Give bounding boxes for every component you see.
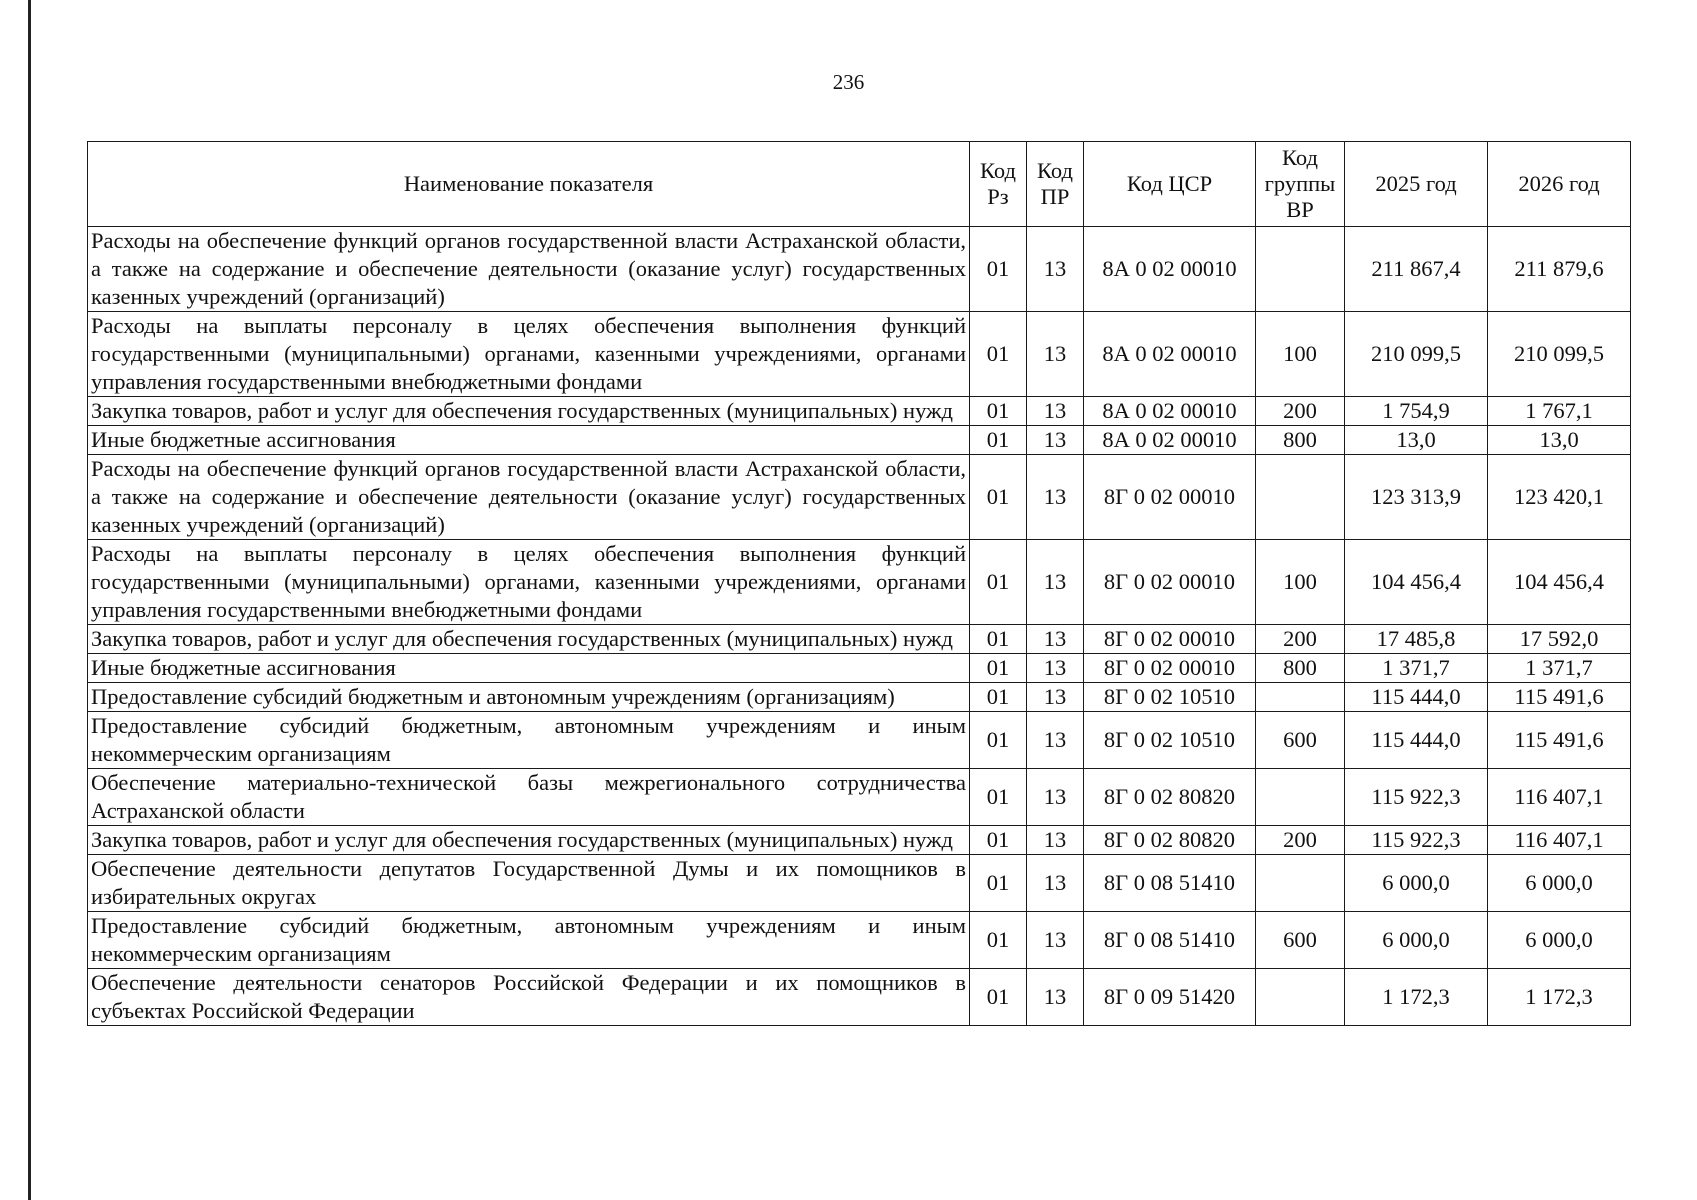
cell-rz: 01: [970, 712, 1027, 769]
cell-csr: 8Г 0 09 51420: [1084, 969, 1256, 1026]
cell-csr: 8Г 0 02 10510: [1084, 712, 1256, 769]
table-row: [88, 227, 1631, 312]
cell-2026: 1 767,1: [1488, 397, 1631, 426]
cell-rz: 01: [970, 540, 1027, 625]
cell-vr: 600: [1256, 712, 1345, 769]
cell-pr: 13: [1027, 969, 1084, 1026]
cell-2025: 1 172,3: [1345, 969, 1488, 1026]
cell-2025: 210 099,5: [1345, 312, 1488, 397]
cell-2026: 115 491,6: [1488, 712, 1631, 769]
header-code-csr: Код ЦСР: [1084, 142, 1256, 227]
cell-2026: 6 000,0: [1488, 855, 1631, 912]
cell-2026: 116 407,1: [1488, 826, 1631, 855]
cell-2025: 1 371,7: [1345, 654, 1488, 683]
cell-pr: 13: [1027, 712, 1084, 769]
cell-pr: 13: [1027, 855, 1084, 912]
table-row: [88, 769, 1631, 826]
cell-2026: 6 000,0: [1488, 912, 1631, 969]
cell-name: Предоставление субсидий бюджетным и автономным учреждениям (организациям): [88, 683, 970, 712]
header-name: Наименование показателя: [88, 142, 970, 227]
cell-vr: 100: [1256, 540, 1345, 625]
cell-rz: 01: [970, 769, 1027, 826]
cell-rz: 01: [970, 826, 1027, 855]
cell-csr: 8Г 0 02 00010: [1084, 455, 1256, 540]
cell-rz: 01: [970, 625, 1027, 654]
cell-csr: 8А 0 02 00010: [1084, 312, 1256, 397]
cell-name: Предоставление субсидий бюджетным, автономным учреждениям и иным некоммерческим организациям: [88, 912, 970, 969]
cell-2026: 1 172,3: [1488, 969, 1631, 1026]
cell-2025: 6 000,0: [1345, 912, 1488, 969]
table-row: [88, 397, 1631, 426]
cell-pr: 13: [1027, 912, 1084, 969]
cell-2026: 104 456,4: [1488, 540, 1631, 625]
cell-csr: 8А 0 02 00010: [1084, 227, 1256, 312]
cell-csr: 8А 0 02 00010: [1084, 426, 1256, 455]
cell-name: Закупка товаров, работ и услуг для обеспечения государственных (муниципальных) нужд: [88, 826, 970, 855]
cell-rz: 01: [970, 397, 1027, 426]
table-row: [88, 312, 1631, 397]
cell-csr: 8А 0 02 00010: [1084, 397, 1256, 426]
cell-name: Предоставление субсидий бюджетным, автономным учреждениям и иным некоммерческим организациям: [88, 712, 970, 769]
cell-name: Иные бюджетные ассигнования: [88, 654, 970, 683]
table-row: [88, 540, 1631, 625]
table-body: [88, 227, 1631, 1026]
cell-name: Расходы на выплаты персоналу в целях обеспечения выполнения функций государственными (муниципальными) органами, казенными учреждениями, органами управления государственными внебюджетными фондами: [88, 312, 970, 397]
header-code-rz: Код Рз: [970, 142, 1027, 227]
cell-name: Обеспечение деятельности сенаторов Российской Федерации и их помощников в субъектах Российской Федерации: [88, 969, 970, 1026]
cell-vr: 800: [1256, 426, 1345, 455]
cell-2025: 123 313,9: [1345, 455, 1488, 540]
table-row: [88, 654, 1631, 683]
cell-name: Закупка товаров, работ и услуг для обеспечения государственных (муниципальных) нужд: [88, 625, 970, 654]
cell-2025: 1 754,9: [1345, 397, 1488, 426]
cell-csr: 8Г 0 02 00010: [1084, 654, 1256, 683]
table-row: [88, 826, 1631, 855]
cell-pr: 13: [1027, 654, 1084, 683]
cell-vr: [1256, 769, 1345, 826]
cell-2026: 17 592,0: [1488, 625, 1631, 654]
cell-pr: 13: [1027, 397, 1084, 426]
cell-pr: 13: [1027, 426, 1084, 455]
cell-vr: [1256, 855, 1345, 912]
cell-2025: 115 922,3: [1345, 826, 1488, 855]
cell-2025: 17 485,8: [1345, 625, 1488, 654]
cell-2026: 1 371,7: [1488, 654, 1631, 683]
cell-rz: 01: [970, 912, 1027, 969]
cell-pr: 13: [1027, 455, 1084, 540]
table-row: [88, 625, 1631, 654]
budget-table: [87, 141, 1631, 1026]
table-row: [88, 712, 1631, 769]
page-number: 236: [832, 70, 865, 94]
table-row: [88, 455, 1631, 540]
cell-vr: 200: [1256, 826, 1345, 855]
cell-name: Расходы на обеспечение функций органов государственной власти Астраханской области, а также на содержание и обеспечение деятельности (оказание услуг) государственных казенных учреждений (организаций): [88, 227, 970, 312]
cell-vr: 100: [1256, 312, 1345, 397]
cell-2025: 104 456,4: [1345, 540, 1488, 625]
cell-rz: 01: [970, 969, 1027, 1026]
cell-pr: 13: [1027, 312, 1084, 397]
cell-pr: 13: [1027, 540, 1084, 625]
binding-margin-line: [28, 0, 31, 1200]
table-row: [88, 969, 1631, 1026]
cell-vr: [1256, 969, 1345, 1026]
cell-rz: 01: [970, 312, 1027, 397]
cell-rz: 01: [970, 455, 1027, 540]
cell-rz: 01: [970, 227, 1027, 312]
cell-pr: 13: [1027, 683, 1084, 712]
cell-2026: 211 879,6: [1488, 227, 1631, 312]
table-row: [88, 683, 1631, 712]
cell-vr: [1256, 683, 1345, 712]
cell-pr: 13: [1027, 769, 1084, 826]
header-code-pr: Код ПР: [1027, 142, 1084, 227]
cell-2026: 116 407,1: [1488, 769, 1631, 826]
cell-csr: 8Г 0 08 51410: [1084, 855, 1256, 912]
cell-2025: 115 922,3: [1345, 769, 1488, 826]
cell-csr: 8Г 0 08 51410: [1084, 912, 1256, 969]
table-header-row: [88, 142, 1631, 227]
cell-pr: 13: [1027, 227, 1084, 312]
cell-pr: 13: [1027, 625, 1084, 654]
cell-2026: 210 099,5: [1488, 312, 1631, 397]
cell-2026: 123 420,1: [1488, 455, 1631, 540]
cell-csr: 8Г 0 02 10510: [1084, 683, 1256, 712]
cell-2025: 211 867,4: [1345, 227, 1488, 312]
cell-rz: 01: [970, 426, 1027, 455]
cell-2025: 13,0: [1345, 426, 1488, 455]
cell-vr: 800: [1256, 654, 1345, 683]
table-row: [88, 855, 1631, 912]
cell-vr: [1256, 227, 1345, 312]
table-row: [88, 426, 1631, 455]
header-code-vr: Код группы ВР: [1256, 142, 1345, 227]
cell-vr: [1256, 455, 1345, 540]
table-row: [88, 912, 1631, 969]
cell-name: Обеспечение материально-технической базы межрегионального сотрудничества Астраханской области: [88, 769, 970, 826]
cell-2025: 115 444,0: [1345, 683, 1488, 712]
cell-csr: 8Г 0 02 00010: [1084, 540, 1256, 625]
cell-name: Обеспечение деятельности депутатов Государственной Думы и их помощников в избирательных округах: [88, 855, 970, 912]
cell-rz: 01: [970, 654, 1027, 683]
cell-csr: 8Г 0 02 80820: [1084, 769, 1256, 826]
cell-name: Расходы на выплаты персоналу в целях обеспечения выполнения функций государственными (муниципальными) органами, казенными учреждениями, органами управления государственными внебюджетными фондами: [88, 540, 970, 625]
cell-name: Закупка товаров, работ и услуг для обеспечения государственных (муниципальных) нужд: [88, 397, 970, 426]
cell-rz: 01: [970, 855, 1027, 912]
header-year-2025: 2025 год: [1345, 142, 1488, 227]
cell-csr: 8Г 0 02 80820: [1084, 826, 1256, 855]
cell-2026: 115 491,6: [1488, 683, 1631, 712]
cell-csr: 8Г 0 02 00010: [1084, 625, 1256, 654]
cell-2026: 13,0: [1488, 426, 1631, 455]
cell-name: Иные бюджетные ассигнования: [88, 426, 970, 455]
cell-name: Расходы на обеспечение функций органов государственной власти Астраханской области, а также на содержание и обеспечение деятельности (оказание услуг) государственных казенных учреждений (организаций): [88, 455, 970, 540]
cell-pr: 13: [1027, 826, 1084, 855]
cell-2025: 6 000,0: [1345, 855, 1488, 912]
cell-2025: 115 444,0: [1345, 712, 1488, 769]
cell-vr: 200: [1256, 397, 1345, 426]
cell-vr: 600: [1256, 912, 1345, 969]
header-year-2026: 2026 год: [1488, 142, 1631, 227]
cell-rz: 01: [970, 683, 1027, 712]
cell-vr: 200: [1256, 625, 1345, 654]
